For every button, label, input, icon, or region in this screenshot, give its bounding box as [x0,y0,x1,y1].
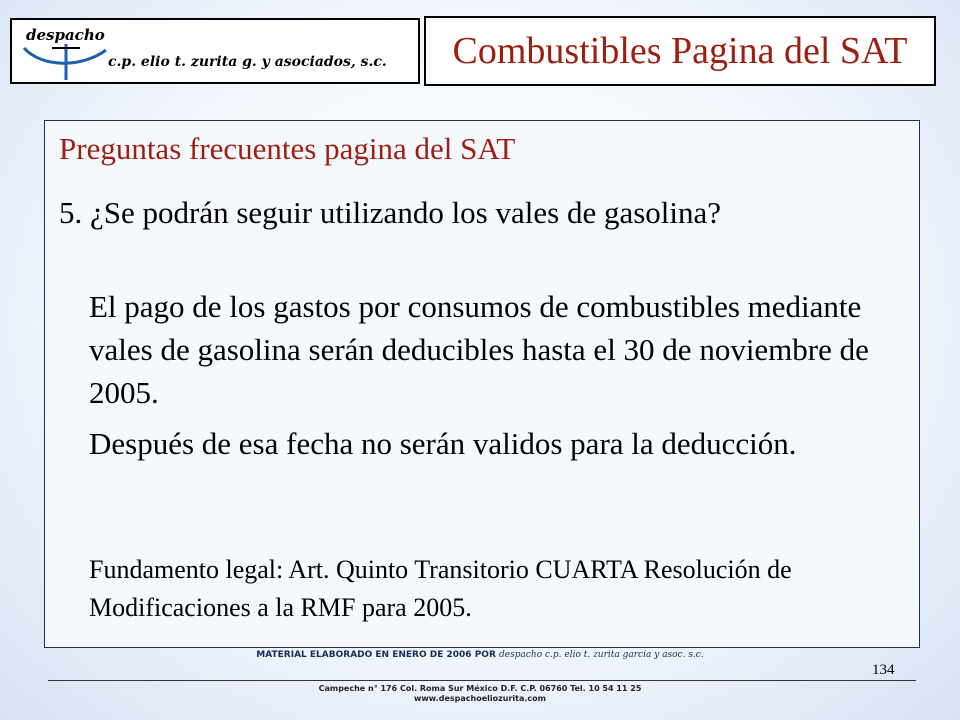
despacho-logo-icon [22,38,108,82]
company-logo [10,18,420,84]
footer-credit-firm: despacho c.p. elio t. zurita garcia y asoc. s.c. [499,650,704,660]
footer-address: Campeche n° 176 Col. Roma Sur México D.F. C.P. 06760 Tel. 10 54 11 25 [318,684,642,693]
faq-question: 5. ¿Se podrán seguir utilizando los vales de gasolina? [59,195,722,230]
footer-credit-prefix: MATERIAL ELABORADO EN ENERO DE 2006 POR [256,650,496,660]
section-subtitle: Preguntas frecuentes pagina del SAT [59,131,516,166]
slide-title: Combustibles Pagina del SAT [452,30,908,72]
slide-title-box [424,16,936,86]
legal-basis: Fundamento legal: Art. Quinto Transitorio CUARTA Resolución de Modificaciones a la RMF para 2005. [89,555,792,622]
logo-firm-name: c.p. elio t. zurita g. y asociados, s.c. [108,54,387,70]
footer-credit [0,650,960,660]
page-number: 134 [872,662,895,678]
content-panel [44,120,920,648]
footer-website: www.despachoeliozurita.com [414,694,546,703]
footer-divider [48,680,916,681]
faq-answer-note: Después de esa fecha no serán validos para la deducción. [89,426,797,461]
logo-wordmark: despacho [26,26,105,44]
faq-answer: El pago de los gastos por consumos de combustibles mediante vales de gasolina serán deducibles hasta el 30 de noviembre de 2005. [89,289,869,410]
